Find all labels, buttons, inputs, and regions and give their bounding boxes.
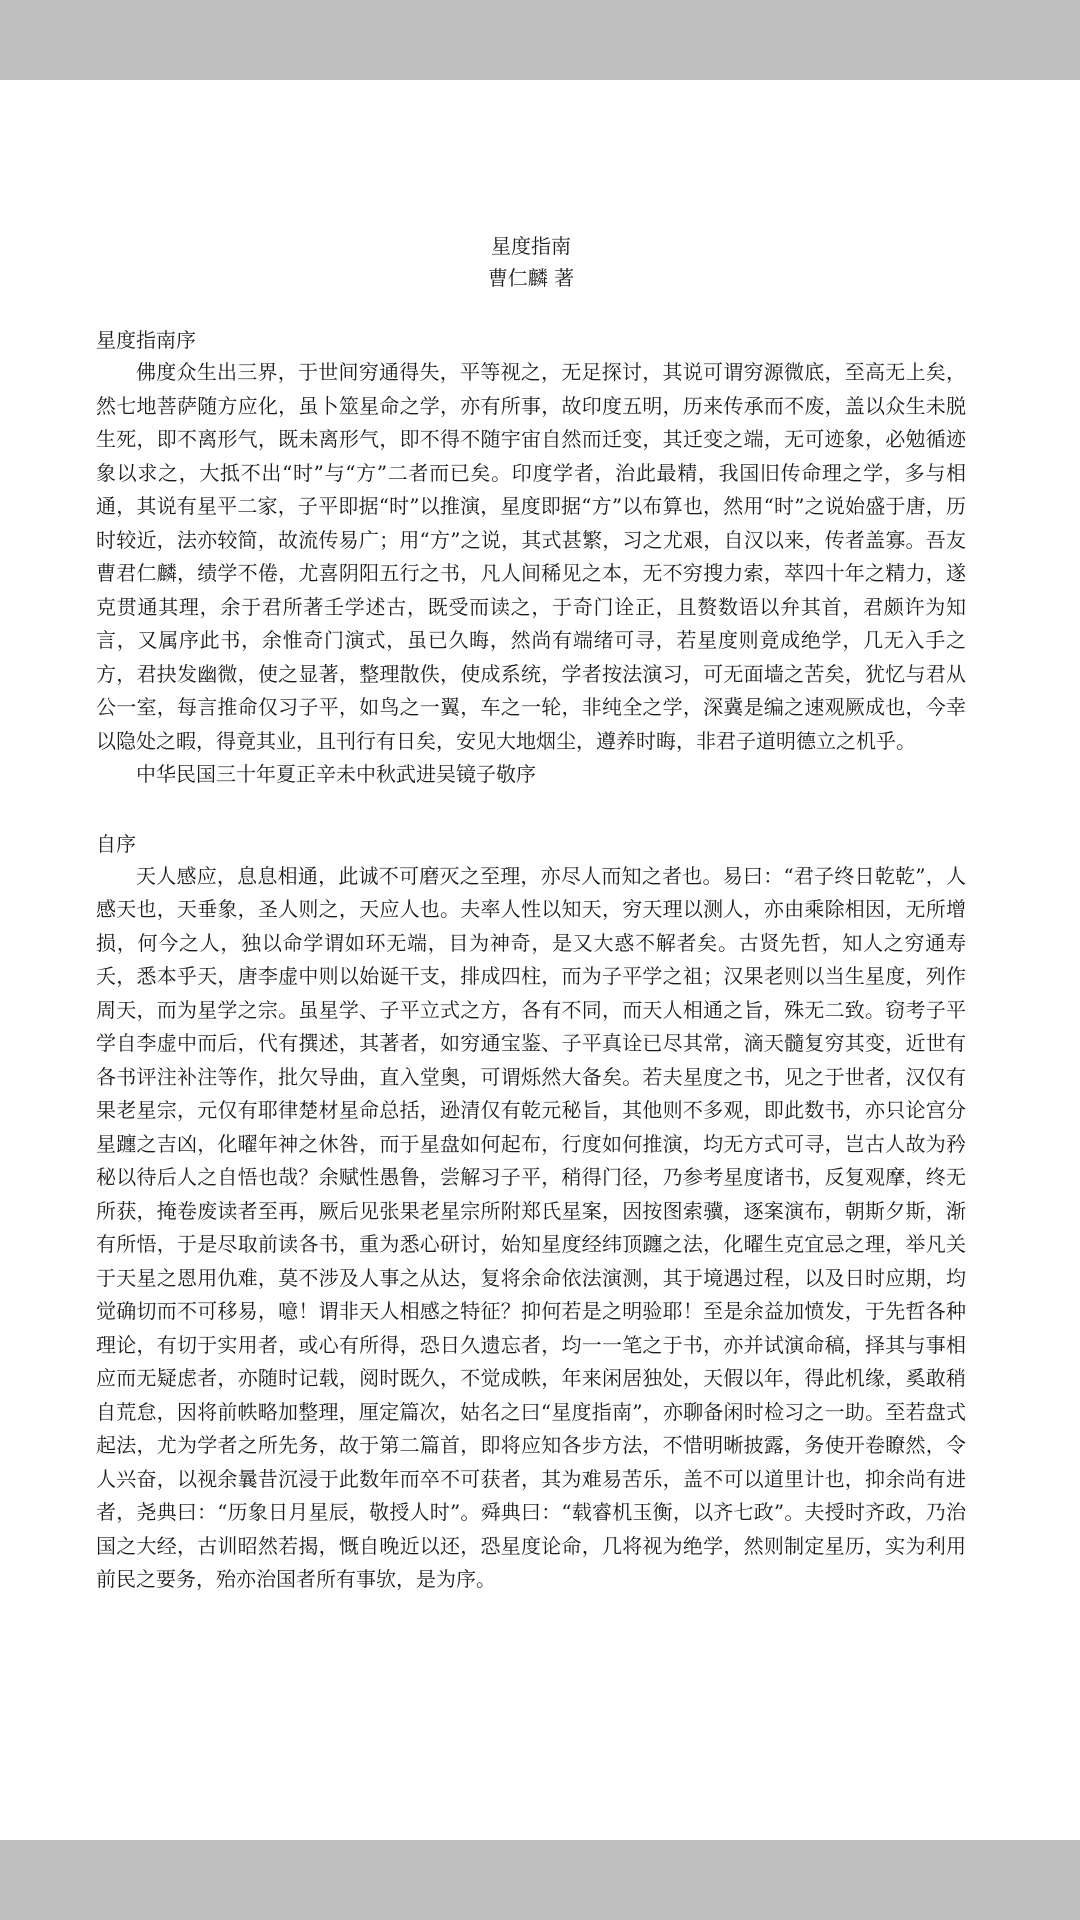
- document-title: 星度指南: [491, 234, 571, 258]
- page-content: [96, 230, 966, 1597]
- preface-section: [96, 324, 966, 792]
- self-preface-section: [96, 828, 966, 1597]
- preface-heading: 星度指南序: [96, 328, 196, 352]
- document-page: [0, 80, 1080, 1840]
- viewer-bottom-bar: [0, 1840, 1080, 1920]
- self-preface-heading: 自序: [96, 831, 136, 856]
- document-author: 曹仁麟 著: [487, 266, 575, 290]
- preface-signature: 中华民国三十年夏正辛未中秋武进吴镜子敬序: [136, 762, 536, 786]
- self-preface-body: 天人感应，息息相通，此诚不可磨灭之至理，亦尽人而知之者也。易曰：“君子终日乾乾”，人感天也，天垂象，圣人则之，天应人也。夫率人性以知天，穷天理以测人，亦由乘除相因，无所增损，何今之人，独以命学谓如环无端，目为神奇，是又大惑不解者矣。古贤先哲，知人之穷通寿夭，悉本乎天，唐李虚中则以始诞干支，排成四柱，而为子平学之祖；汉果老则以当生星度，列作周天，而为星学之宗。虽星学、子平立式之方，各有不同，而天人相通之旨，殊无二致。窃考子平学自李虚中而后，代有撰述，其著者，如穷通宝鉴、子平真诠已尽其常，滴天髓复穷其变，近世有各书评注补注等作，批欠导曲，直入堂奥，可谓烁然大备矣。若夫星度之书，见之于世者，汉仅有果老星宗，元仅有耶律楚材星命总括，逊清仅有乾元秘旨，其他则不多观，即此数书，亦只论宫分星躔之吉凶，化曜年神之休咎，而于星盘如何起布，行度如何推演，均无方式可寻，岂古人故为矜秘以待后人之自悟也哉？余赋性愚鲁，尝解习子平，稍得门径，乃参考星度诸书，反复观摩，终无所获，掩卷废读者至再，厥后见张果老星宗所附郑氏星案，因按图索骥，逐案演布，朝斯夕斯，渐有所悟，于是尽取前读各书，重为悉心研讨，始知星度经纬顶躔之法，化曜生克宜忌之理，举凡关于天星之恩用仇难，莫不涉及人事之从达，复将余命依法演测，其于境遇过程，以及日时应期，均觉确切而不可移易，噫！谓非天人相感之特征？抑何若是之明验耶！至是余益加愤发，于先哲各种理论，有切于实用者，或心有所得，恐日久遗忘者，均一一笔之于书，亦并试演命稿，择其与事相应而无疑虑者，亦随时记载，阅时既久，不觉成帙，年来闲居独处，天假以年，得此机缘，奚敢稍自荒怠，因将前帙略加整理，厘定篇次，姑名之曰“星度指南”，亦聊备闲时检习之一助。至若盘式起法，尤为学者之所先务，故于第二篇首，即将应知各步方法，不惜明晰披露，务使开卷瞭然，令人兴奋，以视余曩昔沉浸于此数年而卒不可获者，其为难易苦乐，盖不可以道里计也，抑余尚有进者，尧典曰：“历象日月星辰，敬授人时”。舜典曰：“载睿机玉衡，以齐七政”。夫授时齐政，乃治国之大经，古训昭然若揭，慨自晚近以还，恐星度论命，几将视为绝学，然则制定星历，实为利用前民之要务，殆亦治国者所有事欤，是为序。: [96, 863, 966, 1591]
- viewer-top-bar: [0, 0, 1080, 80]
- preface-body: 佛度众生出三界，于世间穷通得失，平等视之，无足探讨，其说可谓穷源微底，至高无上矣，然七地菩萨随方应化，虽卜筮星命之学，亦有所事，故印度五明，历来传承而不废，盖以众生未脱生死，即不离形气，既未离形气，即不得不随宇宙自然而迁变，其迁变之端，无可迹象，必勉循迹象以求之，大抵不出“时”与“方”二者而已矣。印度学者，治此最精，我国旧传命理之学，多与相通，其说有星平二家，子平即据“时”以推演，星度即据“方”以布算也，然用“时”之说始盛于唐，历时较近，法亦较简，故流传易广；用“方”之说，其式甚繁，习之尤艰，自汉以来，传者盖寡。吾友曹君仁麟，绩学不倦，尤喜阴阳五行之书，凡人间稀见之本，无不穷搜力索，萃四十年之精力，遂克贯通其理，余于君所著壬学述古，既受而读之，于奇门诠正，且赘数语以弁其首，君颇许为知言，又属序此书，余惟奇门演式，虽已久晦，然尚有端绪可寻，若星度则竟成绝学，几无入手之方，君抉发幽微，使之显著，整理散佚，使成系统，学者按法演习，可无面墙之苦矣，犹忆与君从公一室，每言推命仅习子平，如鸟之一翼，车之一轮，非纯全之学，深冀是编之速观厥成也，今幸以隐处之暇，得竟其业，且刊行有日矣，安见大地烟尘，遵养时晦，非君子道明德立之机乎。: [96, 360, 966, 753]
